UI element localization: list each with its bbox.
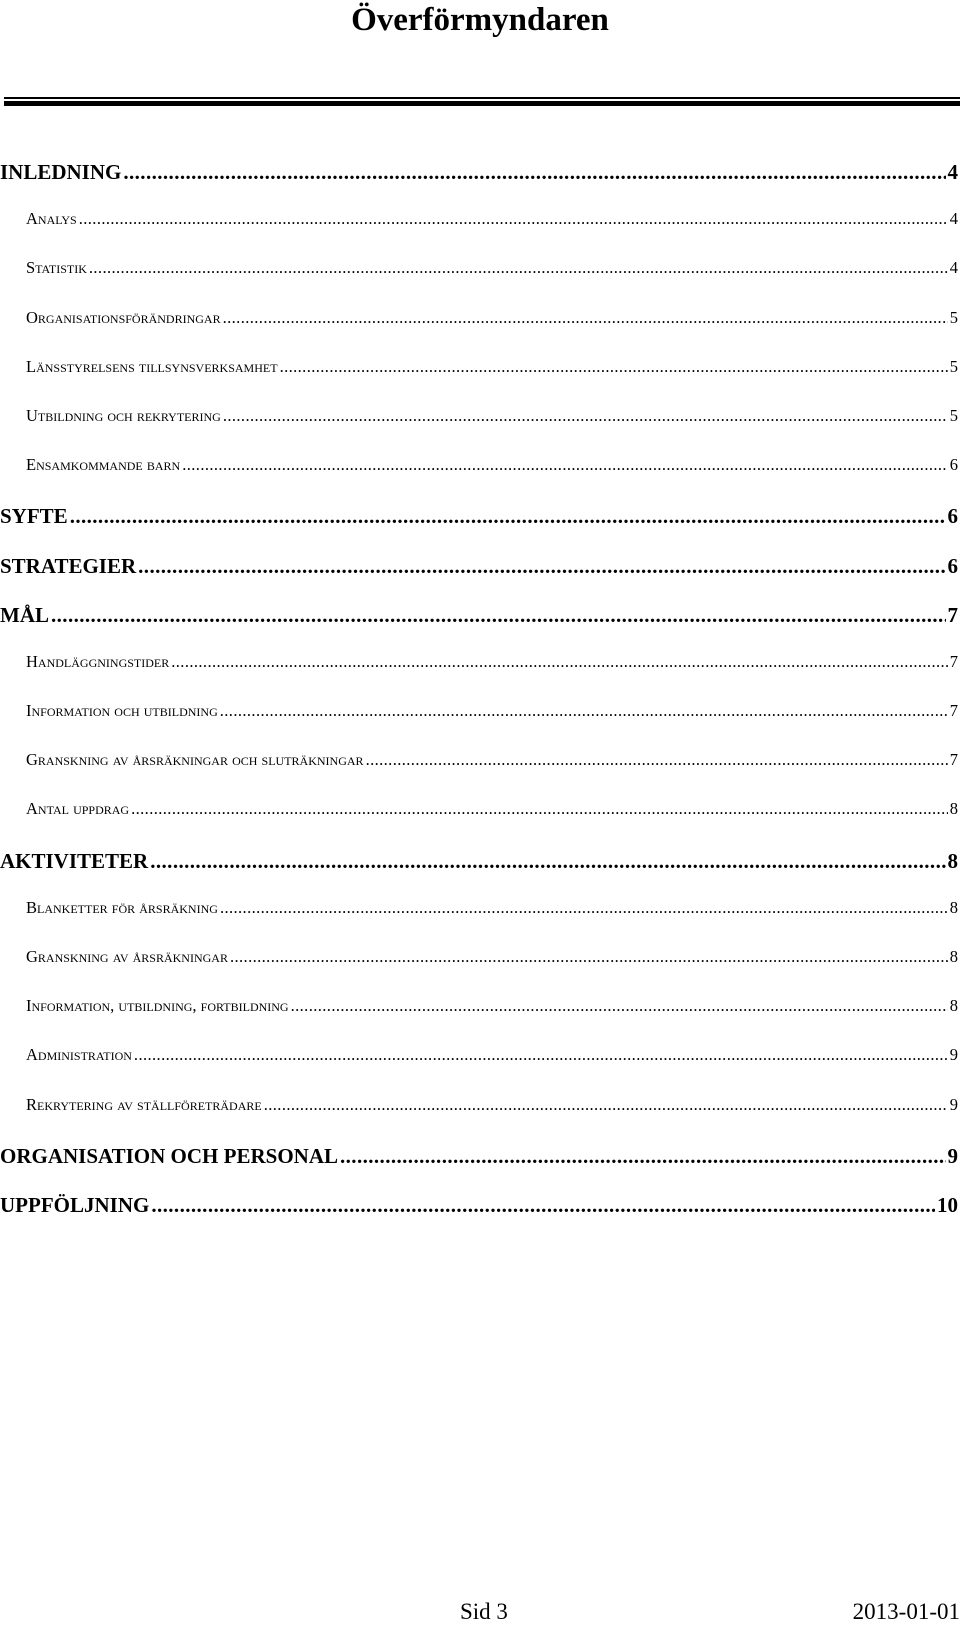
toc-entry-page-number: 8 (949, 947, 958, 966)
toc-entry-page-number: 8 (949, 996, 958, 1016)
toc-entry-label: Granskning av årsräkningar och sluträkningar (26, 750, 364, 770)
toc-entry-page-number: 7 (949, 701, 958, 721)
footer-page-number: Sid 3 (460, 1599, 508, 1624)
toc-dot-leader (51, 603, 946, 628)
toc-entry-page-number: 6 (947, 553, 958, 578)
toc-entry-label: Information, utbildning, fortbildning (26, 996, 289, 1016)
toc-entry-label: Granskning av årsräkningar (26, 947, 228, 966)
toc-entry-page-number: 7 (949, 651, 958, 671)
toc-entry[interactable] (0, 947, 960, 996)
toc-dot-leader (220, 701, 948, 721)
toc-entry[interactable] (0, 603, 960, 652)
toc-entry-label: Antal uppdrag (26, 799, 130, 819)
toc-dot-leader (366, 750, 948, 770)
toc-dot-leader (123, 160, 945, 185)
toc-entry[interactable] (0, 406, 960, 455)
page-footer (0, 1597, 960, 1627)
toc-dot-leader (223, 308, 948, 328)
toc-entry-label: Statistik (26, 258, 87, 278)
toc-entry[interactable] (0, 750, 960, 799)
toc-dot-leader (150, 849, 945, 874)
toc-dot-leader (280, 357, 948, 377)
toc-entry[interactable] (0, 701, 960, 750)
toc-entry[interactable] (0, 652, 960, 701)
footer-date: 2013-01-01 (852, 1599, 960, 1624)
toc-entry-page-number: 5 (949, 405, 958, 425)
toc-entry-label: Ensamkommande barn (26, 455, 181, 475)
toc-entry-page-number: 5 (949, 307, 958, 327)
toc-entry-page-number: 8 (949, 799, 958, 819)
page-title: Överförmyndaren (351, 2, 609, 38)
toc-entry-label: Länsstyrelsens tillsynsverksamhet (26, 356, 278, 376)
toc-entry-page-number: 9 (949, 1094, 958, 1114)
toc-entry[interactable] (0, 849, 960, 898)
toc-entry-label: STRATEGIER (0, 553, 137, 578)
header-rule-thick (4, 101, 960, 106)
toc-entry-label: SYFTE (0, 504, 68, 529)
toc-entry-label: Organisationsförändringar (26, 307, 221, 327)
toc-entry-label: Blanketter för årsräkning (26, 897, 218, 917)
toc-entry-page-number: 9 (949, 1045, 958, 1065)
toc-entry[interactable] (0, 455, 960, 504)
toc-entry[interactable] (0, 1193, 960, 1242)
toc-dot-leader (131, 799, 948, 819)
toc-dot-leader (340, 1144, 946, 1169)
toc-entry-page-number: 8 (949, 897, 958, 917)
toc-entry-label: ORGANISATION OCH PERSONAL (0, 1143, 338, 1168)
toc-entry-label: Administration (26, 1045, 132, 1065)
toc-entry-page-number: 9 (947, 1143, 958, 1168)
toc-dot-leader (134, 1045, 948, 1065)
table-of-contents (0, 160, 960, 1242)
toc-entry-label: Information och utbildning (26, 701, 218, 721)
toc-entry-page-number: 8 (947, 848, 958, 873)
toc-entry-label: MÅL (0, 602, 49, 627)
toc-entry-label: INLEDNING (0, 160, 122, 184)
toc-entry[interactable] (0, 554, 960, 603)
toc-entry-label: Utbildning och rekrytering (26, 405, 221, 425)
toc-dot-leader (79, 209, 948, 229)
toc-entry[interactable] (0, 357, 960, 406)
toc-dot-leader (138, 554, 945, 579)
toc-entry[interactable] (0, 1045, 960, 1094)
toc-dot-leader (220, 898, 948, 918)
toc-dot-leader (230, 947, 948, 967)
toc-entry-page-number: 6 (949, 455, 958, 475)
header-rule-thin (4, 97, 960, 99)
toc-entry-page-number: 5 (949, 356, 958, 376)
toc-entry[interactable] (0, 160, 960, 209)
toc-entry-page-number: 7 (949, 750, 958, 770)
toc-dot-leader (171, 652, 948, 672)
toc-dot-leader (223, 406, 948, 426)
toc-entry[interactable] (0, 1095, 960, 1144)
toc-dot-leader (182, 455, 948, 475)
toc-entry-label: Handläggningstider (26, 651, 170, 671)
toc-entry-page-number: 4 (949, 258, 958, 278)
toc-entry-page-number: 4 (949, 209, 958, 229)
toc-dot-leader (70, 504, 946, 529)
toc-entry-label: AKTIVITETER (0, 848, 149, 873)
toc-entry[interactable] (0, 898, 960, 947)
toc-dot-leader (264, 1095, 948, 1115)
toc-entry-page-number: 10 (937, 1192, 958, 1217)
toc-entry[interactable] (0, 209, 960, 258)
toc-entry-page-number: 7 (947, 602, 958, 627)
toc-entry[interactable] (0, 1144, 960, 1193)
toc-entry[interactable] (0, 996, 960, 1045)
toc-entry[interactable] (0, 308, 960, 357)
toc-entry-page-number: 4 (947, 160, 958, 184)
toc-dot-leader (151, 1193, 935, 1218)
toc-entry-label: Rekrytering av ställföreträdare (26, 1094, 262, 1114)
toc-entry[interactable] (0, 258, 960, 307)
toc-entry[interactable] (0, 799, 960, 848)
toc-entry-label: UPPFÖLJNING (0, 1192, 150, 1217)
toc-entry[interactable] (0, 504, 960, 553)
toc-dot-leader (291, 996, 948, 1016)
toc-dot-leader (89, 258, 948, 278)
toc-entry-label: Analys (26, 209, 77, 229)
toc-entry-page-number: 6 (947, 504, 958, 529)
